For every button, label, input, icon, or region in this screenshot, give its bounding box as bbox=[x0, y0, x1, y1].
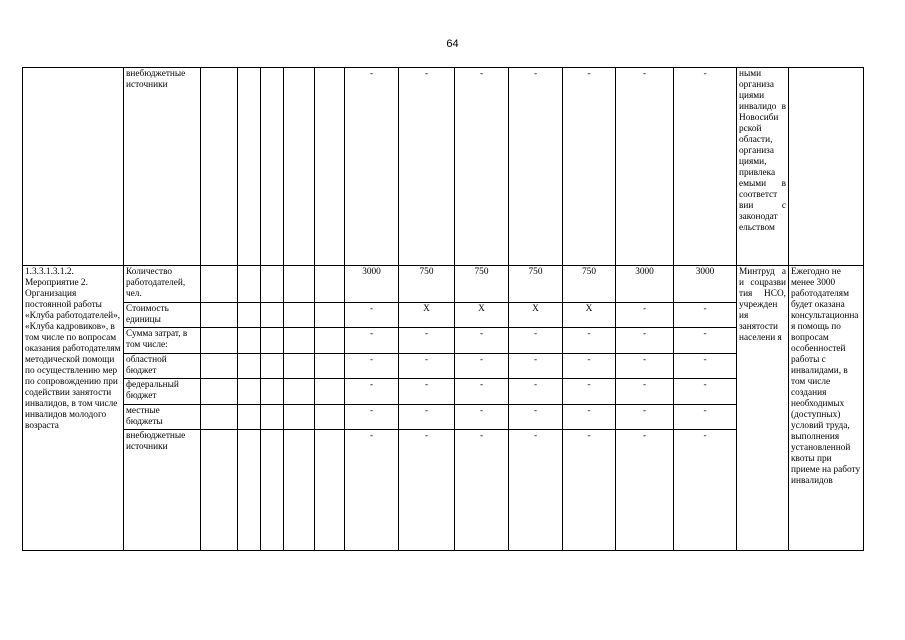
value-cell: - bbox=[455, 405, 509, 430]
source-label: внебюджетные источники bbox=[124, 68, 201, 266]
value-cell: - bbox=[399, 328, 455, 354]
value-cell: - bbox=[509, 354, 563, 379]
value-cell: - bbox=[509, 328, 563, 354]
value-cell: - bbox=[455, 68, 509, 266]
value-cell: - bbox=[674, 328, 737, 354]
value-cell: - bbox=[616, 68, 674, 266]
value-cell: - bbox=[399, 405, 455, 430]
value-cell: - bbox=[455, 379, 509, 405]
value-cell: - bbox=[563, 328, 616, 354]
value-cell: - bbox=[345, 430, 399, 551]
value-cell: - bbox=[455, 430, 509, 551]
value-cell: - bbox=[399, 379, 455, 405]
value-cell: - bbox=[563, 430, 616, 551]
table-row-top bbox=[23, 68, 864, 266]
value-cell: - bbox=[345, 405, 399, 430]
value-cell: 3000 bbox=[674, 266, 737, 303]
row-label: Сумма затрат, в том числе: bbox=[124, 328, 201, 354]
page-number: 64 bbox=[446, 38, 459, 50]
value-cell: - bbox=[345, 303, 399, 328]
value-cell: - bbox=[399, 354, 455, 379]
value-cell: 3000 bbox=[345, 266, 399, 303]
table-row bbox=[23, 266, 864, 303]
result-cell: Ежегодно не менее 3000 работодателям будет оказана консультационна я помощь по вопросам особенностей работы с инвалидами, в том числе создания необходимых (доступных) условий труда, выполнения установленной квоты при приеме на работу инвалидов bbox=[789, 266, 864, 551]
value-cell: - bbox=[399, 430, 455, 551]
value-cell: - bbox=[399, 68, 455, 266]
value-cell: - bbox=[345, 379, 399, 405]
value-cell: 750 bbox=[563, 266, 616, 303]
value-cell: - bbox=[345, 354, 399, 379]
executor-cell: Минтруд а и соцразви тия НСО, учрежден ия занятости населени я bbox=[737, 266, 789, 551]
value-cell: 3000 bbox=[616, 266, 674, 303]
value-cell: - bbox=[616, 405, 674, 430]
value-cell: - bbox=[616, 303, 674, 328]
value-cell: - bbox=[509, 379, 563, 405]
value-cell: - bbox=[616, 379, 674, 405]
row-label: областной бюджет bbox=[124, 354, 201, 379]
value-cell: - bbox=[455, 328, 509, 354]
value-cell: - bbox=[616, 328, 674, 354]
value-cell: - bbox=[674, 379, 737, 405]
value-cell: X bbox=[399, 303, 455, 328]
row-label: Количество работодателей, чел. bbox=[124, 266, 201, 303]
value-cell: - bbox=[674, 303, 737, 328]
executor-cell: ными организа циями инвалидо в Новосиби рской области, организа циями, привлека емыми в соответст вии с законодат ельством bbox=[737, 68, 789, 266]
value-cell: - bbox=[674, 405, 737, 430]
value-cell: - bbox=[345, 328, 399, 354]
row-label: внебюджетные источники bbox=[124, 430, 201, 551]
value-cell: - bbox=[674, 430, 737, 551]
value-cell: - bbox=[674, 354, 737, 379]
value-cell: - bbox=[563, 68, 616, 266]
row-label: Стоимость единицы bbox=[124, 303, 201, 328]
value-cell: 750 bbox=[455, 266, 509, 303]
value-cell: - bbox=[674, 68, 737, 266]
value-cell: - bbox=[616, 430, 674, 551]
value-cell: 750 bbox=[399, 266, 455, 303]
value-cell: - bbox=[455, 354, 509, 379]
value-cell: - bbox=[563, 354, 616, 379]
value-cell: - bbox=[563, 379, 616, 405]
value-cell: - bbox=[509, 68, 563, 266]
row-label: местные бюджеты bbox=[124, 405, 201, 430]
value-cell: - bbox=[509, 405, 563, 430]
value-cell: - bbox=[345, 68, 399, 266]
value-cell: - bbox=[616, 354, 674, 379]
value-cell: X bbox=[563, 303, 616, 328]
value-cell: X bbox=[509, 303, 563, 328]
row-label: федеральный бюджет bbox=[124, 379, 201, 405]
value-cell: - bbox=[563, 405, 616, 430]
event-name: 1.3.3.1.3.1.2. Мероприятие 2. Организация постоянной работы «Клуба работодателей», «Клуба кадровиков», в том числе по вопросам оказания работодателям методической помощи по осуществлению мер по сопровождению при содействии занятости инвалидов, в том числе инвалидов молодого возраста bbox=[23, 266, 124, 551]
value-cell: - bbox=[509, 430, 563, 551]
value-cell: 750 bbox=[509, 266, 563, 303]
program-table bbox=[22, 67, 864, 551]
value-cell: X bbox=[455, 303, 509, 328]
